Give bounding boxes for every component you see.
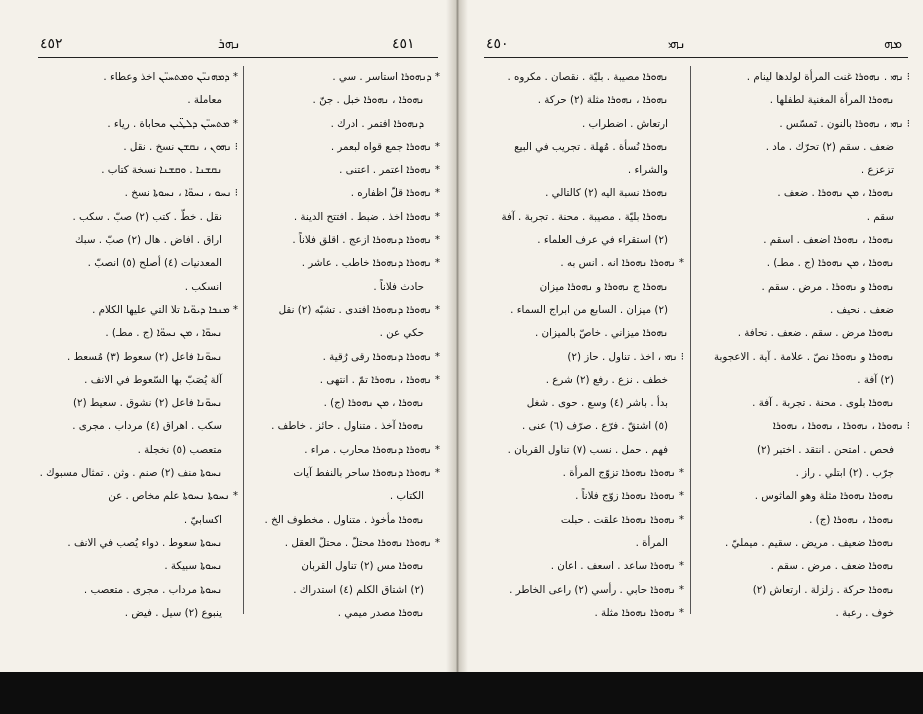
dictionary-line: ܢܩܫܢܐ . ܘܩܫܢܐ نسخة كتاب . [101, 164, 222, 177]
book-gutter [446, 0, 468, 672]
dictionary-line: ܢܚܘܬܐ مرداب . مجرى . متعصب . [83, 583, 222, 596]
right-page-column-b [696, 66, 910, 625]
page-number-inner: ٤٥٠ [486, 36, 509, 52]
dictionary-line: ܢܗܘܪܐ ، ܢܗܘܪܐ مثلة (٢) حركة . [537, 94, 668, 107]
dictionary-line: * ܢܗܘܪܐ ܢܗܘܪܐ تزوّج المرأة . [562, 467, 684, 480]
dictionary-line: ܢܗܘܪܐ ܢܗܘܪܐ مثلة وهو الماثوس . [754, 490, 894, 503]
dictionary-line: ܢܗܘܪܐ ج ܢܗܘܪܐ و ܢܗܘܪܐ ميزان [539, 280, 668, 293]
dictionary-line: حكي عن . [379, 327, 424, 340]
dictionary-line: ܢܚܘܬܐ سبيكة . [164, 560, 222, 573]
dictionary-line: ضعف . نحيف . [829, 303, 894, 316]
dictionary-line: ܢܚܘܬܐ منف (٢) صنم . وثن . تمثال مسبوك . [40, 467, 222, 480]
dictionary-line: * ܢܗܘܪܐ ܕܢܗܘܪܐ رقى رُقية . [322, 350, 440, 363]
dictionary-line: ܢܗܘܪܐ مصيبة . بليّة . نقصان . مكروه . [507, 71, 668, 83]
dictionary-line: المعدنيات (٤) أصلح (٥) انصبّ . [87, 257, 222, 270]
scan-bottom-edge [0, 672, 923, 714]
dictionary-line: اراق . افاض . هال (٢) صبّ . سبك [75, 234, 222, 247]
dictionary-line: ܢܗܘܪܐ ضعف . مرض . سقم . [770, 560, 894, 573]
dictionary-line: الكتاب . [389, 490, 424, 503]
dictionary-line: آلة يُصَبّ بها السّعوط في الانف . [84, 373, 222, 386]
dictionary-line: ܢܗܘܪܐ مصدر ميمي . [337, 606, 424, 619]
dictionary-line: نقل . خطّ . كتب (٢) صبّ . سكب . [72, 210, 222, 223]
dictionary-line: ينبوع (٢) سيل . فيض . [124, 606, 222, 619]
header-rule [38, 57, 438, 58]
page-number-outer: ܡܗ [884, 36, 903, 52]
right-page [468, 0, 923, 672]
dictionary-line: ܢܗܘܪܐ ضعيف . مريض . سقيم . ميمليّ . [724, 536, 894, 549]
dictionary-line: حادث فلاناً . [373, 280, 424, 293]
dictionary-line: (٢) ميزان . السابع من ابراج السماء . [510, 303, 668, 316]
dictionary-line: ܢܗܘܪܐ آخذ . متناول . حائز . خاطف . [271, 420, 424, 433]
page-number-outer: ٤٥٢ [40, 36, 63, 52]
dictionary-line: فهم . حمل . نسب (٧) تناول القربان . [507, 443, 668, 456]
dictionary-line: (٢) اشتاق الكلم (٤) استدراك . [293, 583, 424, 596]
dictionary-line: * ܢܚܘܬܐ ܢܚܘܬܐ علم مخاص . عن [108, 490, 238, 503]
dictionary-line: ܢܚܘܬܐ سعوط . دواء يُصب في الانف . [67, 536, 222, 549]
dictionary-line: * ܢܗܘܪܐ ܕܢܗܘܪܐ افتدى . تشبّه (٢) نقل [278, 303, 440, 316]
dictionary-line: * ܢܗܘܪܐ اخذ . ضبط . افتتح الدينة . [293, 210, 440, 223]
dictionary-line: * ܢܗܘܪܐ جمع قواه لبعمر . [330, 140, 440, 153]
dictionary-line: ܢܗܘܪܐ ، ܢܗܘܪܐ خبل . جنّ . [312, 94, 424, 107]
dictionary-line: * ܡܢܟܐ ܕܝܘ̈ܝܐ تلا التي عليها الكلام . [92, 303, 238, 316]
dictionary-line: ⁝ ܢܗܘܢ ، ܢܩܫܢ نسخ . نقل . [123, 140, 238, 153]
dictionary-line: سكب . اهراق (٤) مرداب . مجرى . [72, 420, 222, 433]
dictionary-line: ⁝ ܢܗܝ . ܢܗܘܪܐ غنت المرأة لولدها لينام . [746, 71, 910, 83]
dictionary-line: ⁝ ܢܚܘ ، ܢܚܘ̈ܐ ، ܢܚܘܬܐ نسخ . [124, 187, 238, 200]
dictionary-line: * ܢܗܘܪܐ اعتمر . اعتنى . [339, 164, 440, 177]
dictionary-line: ܢܗܘܪܐ ، ܡܢ ܢܗܘܪܐ (ج) . [323, 397, 424, 410]
dictionary-line: خوف . رعبة . [835, 606, 894, 619]
dictionary-line: * ܢܗܘܪܐ ܢܗܘܪܐ علقت . حبلت [560, 513, 684, 526]
dictionary-line: ܢܗܘܪܐ مس (٢) تناول القربان [301, 560, 424, 573]
left-page [0, 0, 446, 672]
dictionary-line: ܢܚܘ̈ܢܐ فاعل (٢) نشوق . سعيط (٢) [73, 397, 222, 410]
dictionary-line: ܢܗܘܪܐ و ܢܗܘܪܐ نصّ . علامة . آية . الاعجوبة [713, 350, 894, 363]
dictionary-line: (٢) آفة . [857, 373, 894, 386]
dictionary-line: ܢܗܘܪܐ حركة . زلزلة . ارتعاش (٢) [752, 583, 894, 596]
dictionary-line: * ܢܗܘܪܐ ساعد . اسعف . اعان . [550, 560, 684, 573]
dictionary-line: (٥) اشتقّ . فرّع . صرّف (٦) عنى . [521, 420, 668, 433]
dictionary-line: بدأ . باشر (٤) وسع . حوى . شغل [526, 397, 668, 410]
dictionary-line: فحص . امتحن . انتقد . اختبر (٢) [756, 443, 894, 456]
dictionary-line: * ܢܗܘܪܐ ܢܗܘܪܐ مثلة . [594, 606, 684, 619]
running-head: ܢܗܪ [218, 36, 241, 52]
dictionary-line: جرّب . (٢) ابتلي . راز . [795, 467, 894, 480]
dictionary-line: ܢܚܘ̈ܐ ، ܡܢ ܢܚܘ̈ܐ (ج . مطـ) . [105, 327, 222, 340]
dictionary-line: انسكب . [184, 280, 222, 293]
dictionary-line: متعصب (٥) نخجلة . [137, 443, 222, 456]
column-divider [690, 66, 691, 614]
header-rule [484, 57, 908, 58]
dictionary-line: ܢܗܘܪܐ مرض . سقم . ضعف . نحافة . [737, 327, 894, 340]
dictionary-line: ارتعاش . اضطراب . [581, 117, 668, 130]
dictionary-line: سقم . [866, 210, 894, 223]
dictionary-line: * ܢܗܘܪܐ حابي . رأسي (٢) راعى الخاطر . [509, 583, 684, 596]
dictionary-line: ⁝ ܢܗܝ ، ܢܗܘܪܐ بالنون . تَمسّس . [779, 117, 910, 130]
dictionary-line: (٢) استقراء في عرف العلماء . [537, 234, 668, 247]
dictionary-line: ܢܗܘܪܐ بليّة . مصيبة . محنة . تجربة . آفة [501, 210, 668, 223]
dictionary-line: ܢܗܘܪܐ ، ܡܢ ܢܗܘܪܐ . ضعف . [777, 187, 894, 200]
dictionary-line: ܢܗܘܪܐ ، ܢܗܘܪܐ (ج) . [809, 513, 894, 526]
dictionary-line: * ܢܗܘܪܐ ܕܢܗܘܪܐ ساحر بالنفط آيات [293, 467, 440, 480]
dictionary-line: ܢܗܘܪܐ المرأة المغنية لطفلها . [769, 94, 894, 107]
dictionary-line: ⁝ ܢܗܘܪܐ ، ܢܗܘܪܐ ، ܢܗܘܪܐ ، ܢܗܘܪܐ [772, 420, 910, 433]
dictionary-line: ܢܗܘܪܐ و ܢܗܘܪܐ . مرض . سقم . [761, 280, 894, 293]
dictionary-line: ܢܗܘܪܐ بلوى . محنة . تجربة . آفة . [752, 397, 894, 410]
dictionary-line: * ܡܬܚܝ̈ܢ ܕܠܛ̈ܝܢ محاباة . رياء . [107, 117, 238, 130]
dictionary-line: معاملة . [187, 94, 222, 107]
dictionary-line: * ܢܗܘܪܐ قلّ اظفاره . [350, 187, 440, 200]
dictionary-line: ܢܗܘܪܐ ، ܡܢ ܢܗܘܪܐ (ج . مطـ) . [766, 257, 894, 270]
dictionary-line: ܢܗܘܪܐ نُسأة . مُهلة . تجريب في البيع [514, 140, 668, 153]
running-head: ܢܗܝ [668, 36, 686, 52]
dictionary-line: ܢܚܘ̈ܢܐ فاعل (٢) سعوط (٣) مُسعط . [66, 350, 222, 363]
dictionary-line: * ܢܗܘܪܐ ܕܢܗܘܪܐ ازعج . اقلق فلاناً . [292, 234, 440, 247]
dictionary-line: * ܢܗܘܪܐ ، ܢܗܘܪܐ تمّ . انتهى . [319, 373, 440, 386]
dictionary-line: * ܢܗܘܪܐ ܕܢܗܘܪܐ محارب . مراء . [304, 443, 440, 456]
right-page-column-a [488, 66, 684, 625]
dictionary-line: والشراء . [627, 164, 668, 177]
dictionary-line: * ܢܗܘܪܐ ܕܢܗܘܪܐ خاطب . عاشر . [301, 257, 440, 270]
dictionary-line: ⁝ ܢܗܝ ، اخذ . تناول . حاز (٢) [567, 350, 684, 363]
column-divider [243, 66, 244, 614]
dictionary-line: * ܢܗܘܪܐ ܢܗܘܪܐ زوّج فلاناً . [575, 490, 684, 503]
dictionary-line: * ܢܗܘܪܐ ܢܗܘܪܐ محتلّ . محتلّ العقل . [284, 536, 440, 549]
left-page-column-b [248, 66, 440, 625]
dictionary-line: ضعف . سقم (٢) تحرّك . ماد . [765, 140, 894, 153]
dictionary-line: ܢܗܘܪܐ ميزاني . خاصّ بالميزان . [534, 327, 668, 340]
page-number-inner: ٤٥١ [392, 36, 415, 52]
dictionary-line: المرأة . [635, 536, 668, 549]
dictionary-line: * ܕܡܗܢܝ̈ܢ ܘܡܬܚܝ̈ܢ اخذ وعطاء . [103, 71, 238, 83]
dictionary-line: ܕܢܗܘܪܐ افتمر . ادرك . [330, 117, 424, 130]
dictionary-line: ܢܗܘܪܐ نسبة اليه (٢) كالتالي . [545, 187, 668, 200]
dictionary-line: تزعزع . [860, 164, 894, 177]
dictionary-line: * ܕܢܗܘܪܐ استاسر . سي . [332, 71, 440, 83]
dictionary-line: اكسابيّ . [183, 513, 222, 526]
dictionary-line: * ܢܗܘܪܐ ܢܗܘܪܐ انه . انس به . [560, 257, 684, 270]
left-page-column-a [40, 66, 238, 625]
dictionary-line: ܢܗܘܪܐ مأخوذ . متناول . مخطوف الخ . [264, 513, 424, 526]
dictionary-line: ܢܗܘܪܐ ، ܢܗܘܪܐ اضعف . اسقم . [763, 234, 894, 247]
dictionary-line: خطف . نزع . رفع (٢) شرع . [545, 373, 668, 386]
